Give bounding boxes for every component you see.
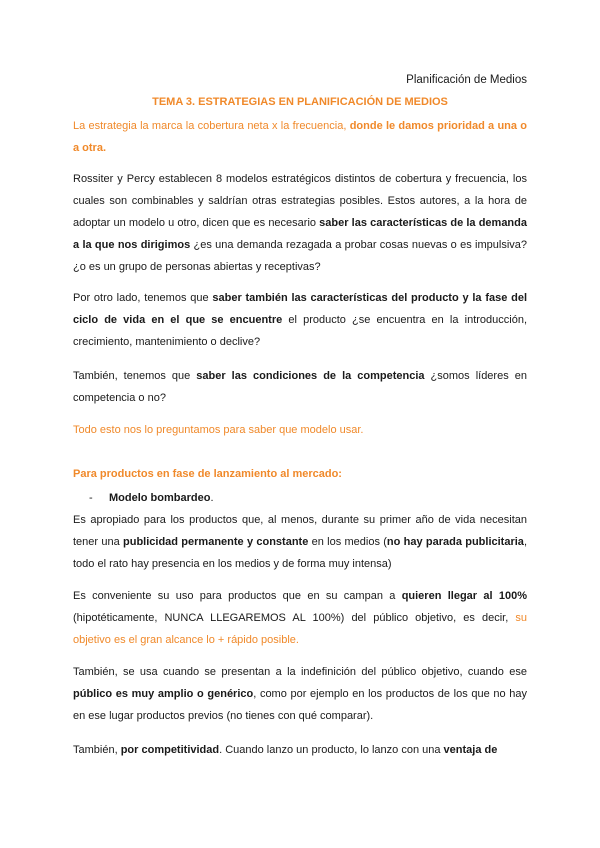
paragraph-intro [73, 115, 527, 159]
list-item [73, 487, 527, 509]
p9-emphasis-2: ventaja de [443, 744, 498, 756]
p7-text-c: (hipotéticamente, NUNCA LLEGAREMOS AL 100%) del público objetivo, es decir, [73, 612, 516, 624]
bullet-dash: - [89, 492, 93, 504]
intro-emphasis: donde le damos prioridad a una o a otra. [73, 120, 527, 154]
p2-emphasis: saber las características de la demanda a la que nos dirigimos [73, 217, 527, 251]
p7-highlight: su objetivo es el gran alcance lo + rápido posible. [73, 612, 527, 646]
p7-emphasis: quieren llegar al 100% [401, 590, 527, 602]
paragraph-target-audience [73, 661, 527, 727]
p8-text-a: También, se usa cuando se presentan a la indefinición del público objetivo, cuando ese [73, 666, 527, 678]
bullet-period: . [210, 492, 214, 504]
section-heading: Para productos en fase de lanzamiento al mercado: [73, 468, 342, 480]
paragraph-summary [73, 419, 527, 441]
p7-text-a: Es conveniente su uso para productos que en su campan a [73, 590, 402, 602]
p4-text-c: ¿somos líderes en competencia o no? [73, 370, 527, 404]
summary-text: Todo esto nos lo preguntamos para saber que modelo usar. [73, 424, 364, 436]
paragraph-competitiveness [73, 739, 527, 761]
p6-text-c: en los medios ( [308, 536, 387, 548]
p3-emphasis: saber también las características del producto y la fase del ciclo de vida en el que se encuentre [73, 292, 528, 326]
p6-emphasis-2: no hay parada publicitaria [386, 536, 524, 548]
p3-text-a: Por otro lado, tenemos que [73, 292, 213, 304]
p8-text-c: , como por ejemplo en los productos de los que no hay en ese lugar productos previos (no tienes con qué comparar). [73, 688, 527, 722]
bullet-label: Modelo bombardeo [109, 492, 211, 504]
p9-text-c: . Cuando lanzo un producto, lo lanzo con una [219, 744, 444, 756]
paragraph-bombardeo [73, 509, 527, 575]
running-header: Planificación de Medios [406, 74, 527, 86]
intro-text: La estrategia la marca la cobertura neta x la frecuencia, [73, 120, 350, 132]
p3-text-c: el producto ¿se encuentra en la introducción, crecimiento, mantenimiento o declive? [73, 314, 527, 348]
p9-text-a: También, [73, 744, 121, 756]
p4-text-a: También, tenemos que [73, 370, 197, 382]
p9-emphasis-1: por competitividad [120, 744, 220, 756]
page-title: TEMA 3. ESTRATEGIAS EN PLANIFICACIÓN DE MEDIOS [152, 96, 448, 108]
paragraph-product-lifecycle [73, 287, 527, 353]
p4-emphasis: saber las condiciones de la competencia [196, 370, 425, 382]
p2-text-c: ¿es una demanda rezagada a probar cosas nuevas o es impulsiva? ¿o es un grupo de personas abiertas y receptivas? [73, 239, 527, 273]
section-launch [73, 463, 527, 485]
p2-text-a: Rossiter y Percy establecen 8 modelos estratégicos distintos de cobertura y frecuencia, los cuales son combinables y saldrían otras estrategias posibles. Estos autores, a la hora de adoptar un modelo u otro, dicen que es necesario [73, 173, 527, 229]
paragraph-competition [73, 365, 527, 409]
p6-text-e: , todo el rato hay presencia en los medios y de forma muy intensa) [73, 536, 527, 570]
paragraph-rossiter-percy [73, 168, 527, 278]
bullet-list [73, 487, 527, 509]
p6-text-a: Es apropiado para los productos que, al menos, durante su primer año de vida necesitan tener una [73, 514, 527, 548]
paragraph-reach [73, 585, 527, 651]
p8-emphasis: público es muy amplio o genérico [73, 688, 254, 700]
p6-emphasis-1: publicidad permanente y constante [123, 536, 309, 548]
